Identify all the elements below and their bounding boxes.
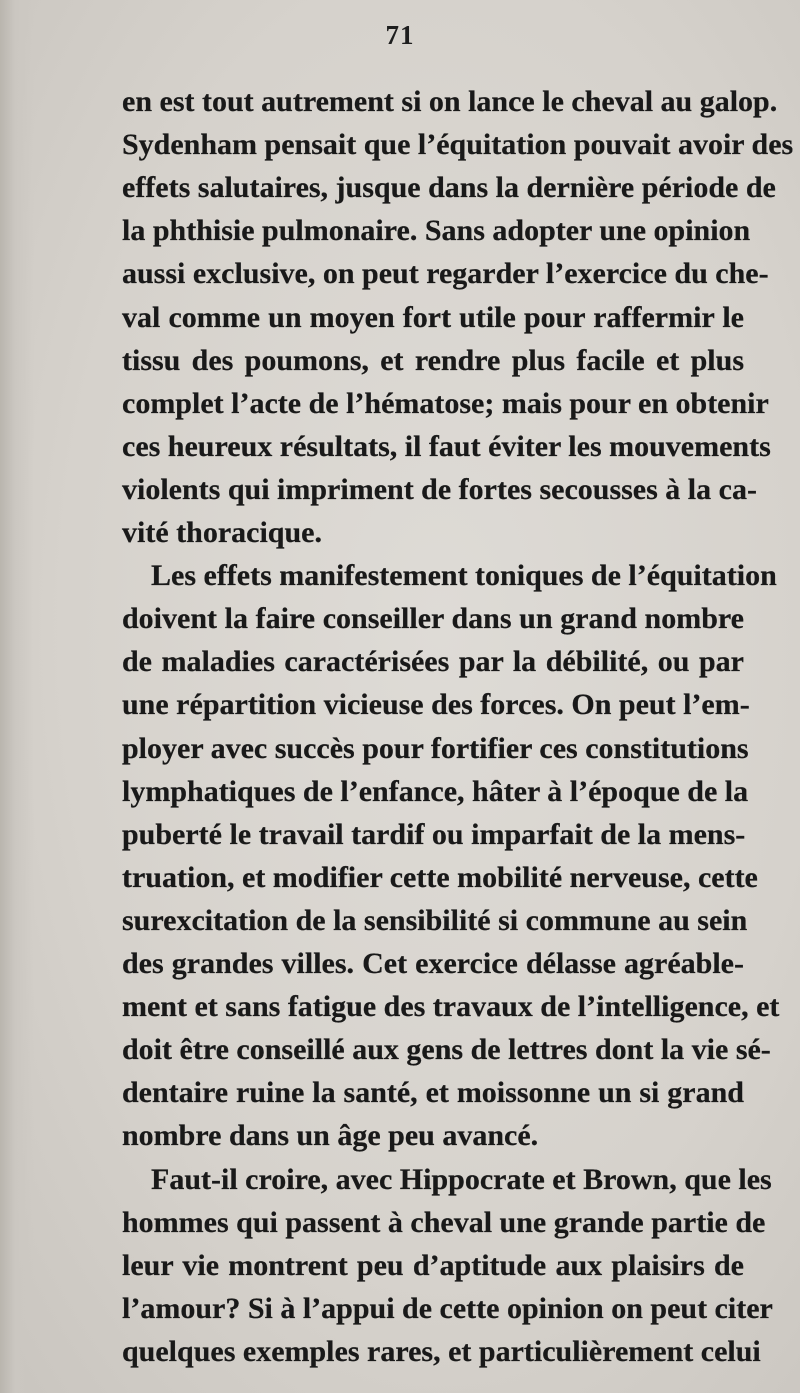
text-line: tissu des poumons, et rendre plus facile et plus <box>122 343 744 377</box>
text-line: de maladies caractérisées par la débilité, ou par <box>122 645 744 679</box>
text-line: val comme un moyen fort utile pour raffermir le <box>122 300 744 334</box>
text-line: violents qui impriment de fortes secousses à la ca- <box>122 472 757 506</box>
text-line: ployer avec succès pour fortifier ces constitutions <box>122 731 749 765</box>
text-line: l’amour? Si à l’appui de cette opinion on peut citer <box>122 1291 773 1325</box>
text-line: aussi exclusive, on peut regarder l’exercice du che- <box>122 257 769 291</box>
text-line: doivent la faire conseiller dans un grand nombre <box>122 602 744 636</box>
text-line: la phthisie pulmonaire. Sans adopter une opinion <box>122 214 751 248</box>
text-line: hommes qui passent à cheval une grande partie de <box>122 1205 766 1239</box>
text-line: truation, et modifier cette mobilité nerveuse, cette <box>122 860 758 894</box>
text-line: ment et sans fatigue des travaux de l’intelligence, et <box>122 990 780 1024</box>
page-number: 71 <box>385 20 415 50</box>
text-line: dentaire ruine la santé, et moissonne un si grand <box>122 1076 744 1110</box>
text-line: puberté le travail tardif ou imparfait de la mens- <box>122 817 746 851</box>
text-line: doit être conseillé aux gens de lettres dont la vie sé- <box>122 1033 771 1067</box>
text-line: lymphatiques de l’enfance, hâter à l’époque de la <box>122 774 749 808</box>
text-line: complet l’acte de l’hématose; mais pour en obtenir <box>122 386 769 420</box>
text-line: quelques exemples rares, et particulièrement celui <box>122 1334 761 1368</box>
text-line: Sydenham pensait que l’équitation pouvait avoir des <box>122 128 794 162</box>
text-line: effets salutaires, jusque dans la dernière période de <box>122 171 776 205</box>
text-line: nombre dans un âge peu avancé. <box>122 1119 539 1153</box>
text-line: en est tout autrement si on lance le cheval au galop. <box>122 85 778 118</box>
text-line: des grandes villes. Cet exercice délasse agréable- <box>122 947 744 980</box>
text-line: ces heureux résultats, il faut éviter les mouvements <box>122 429 771 463</box>
text-line: vité thoracique. <box>122 516 322 549</box>
text-line: leur vie montrent peu d’aptitude aux plaisirs de <box>122 1248 744 1282</box>
text-line: Faut-il croire, avec Hippocrate et Brown, que les <box>151 1162 772 1196</box>
text-line: une répartition vicieuse des forces. On peut l’em- <box>122 688 750 722</box>
text-line: Les effets manifestement toniques de l’équitation <box>151 559 777 593</box>
text-line: surexcitation de la sensibilité si commune au sein <box>122 903 748 937</box>
